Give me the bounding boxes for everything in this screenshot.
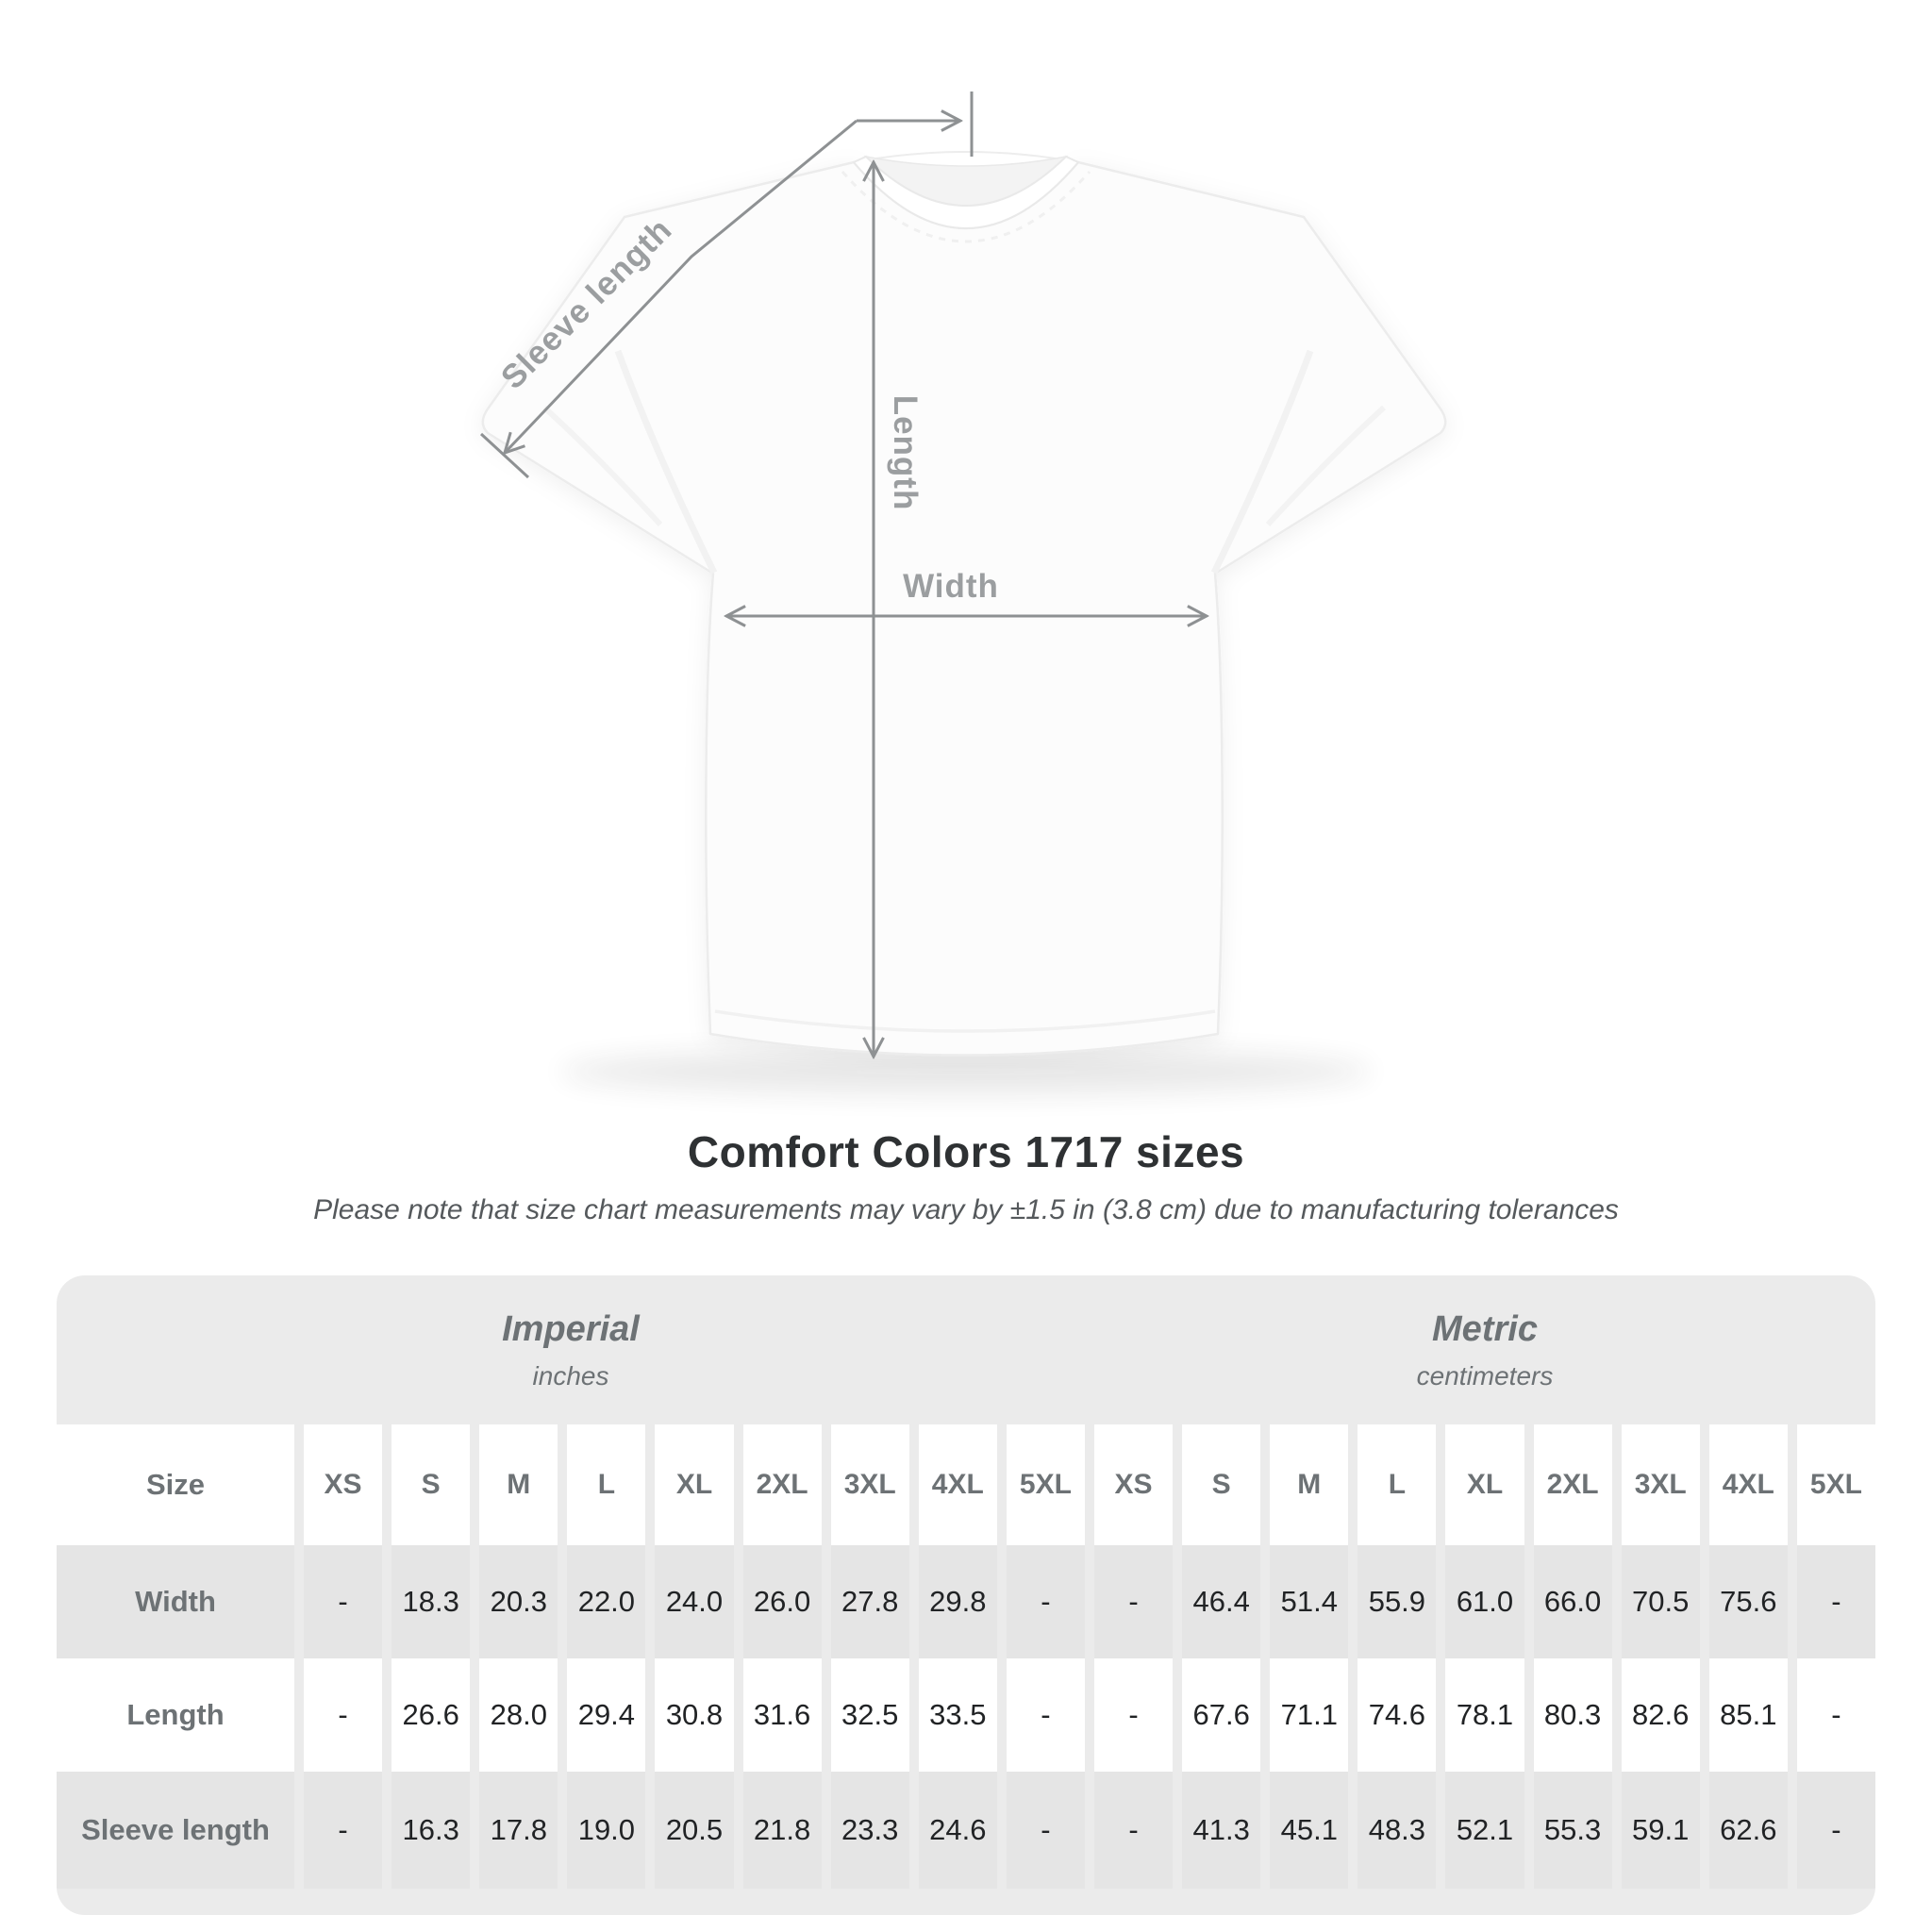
imperial-unit: inches xyxy=(532,1360,609,1391)
length-metric-2xl xyxy=(1534,1658,1612,1772)
length-metric-4xl xyxy=(1709,1658,1788,1772)
size-header-imperial-4xl xyxy=(919,1424,997,1545)
cell-value: 45.1 xyxy=(1280,1813,1338,1846)
length-imperial-5xl xyxy=(1007,1658,1085,1772)
sleeve-metric-xl xyxy=(1445,1772,1524,1889)
size-header-label: 4XL xyxy=(931,1469,984,1500)
sleeve-imperial-s xyxy=(391,1772,470,1889)
size-header-imperial-m xyxy=(479,1424,558,1545)
size-header-label: L xyxy=(1388,1469,1407,1500)
cell-value: 23.3 xyxy=(841,1813,899,1846)
cell-value: - xyxy=(1041,1698,1051,1731)
cell-value: 29.8 xyxy=(929,1585,987,1618)
cell-value: 67.6 xyxy=(1192,1698,1250,1731)
width-metric-s xyxy=(1182,1545,1260,1658)
row-label-sleeve-length xyxy=(57,1772,294,1889)
metric-title: Metric xyxy=(1432,1308,1538,1349)
length-metric-m xyxy=(1270,1658,1348,1772)
cell-value: 21.8 xyxy=(753,1813,811,1846)
length-metric-3xl xyxy=(1622,1658,1700,1772)
width-metric-l xyxy=(1357,1545,1436,1658)
size-header-imperial-5xl xyxy=(1007,1424,1085,1545)
cell-value: 55.3 xyxy=(1543,1813,1602,1846)
metric-unit: centimeters xyxy=(1416,1360,1554,1391)
width-metric-xl xyxy=(1445,1545,1524,1658)
cell-value: - xyxy=(1128,1585,1139,1618)
length-imperial-3xl xyxy=(831,1658,909,1772)
sleeve-metric-4xl xyxy=(1709,1772,1788,1889)
page-subtitle: Please note that size chart measurements may vary by ±1.5 in (3.8 cm) due to manufacturing tolerances xyxy=(313,1194,1619,1225)
sleeve-imperial-3xl xyxy=(831,1772,909,1889)
size-header-metric-2xl xyxy=(1534,1424,1612,1545)
cell-value: 61.0 xyxy=(1456,1585,1514,1618)
size-header-imperial-xl xyxy=(655,1424,733,1545)
length-imperial-xs xyxy=(304,1658,382,1772)
sleeve-metric-l xyxy=(1357,1772,1436,1889)
length-metric-xs xyxy=(1094,1658,1173,1772)
width-imperial-s xyxy=(391,1545,470,1658)
size-header-metric-xl xyxy=(1445,1424,1524,1545)
sleeve-imperial-2xl xyxy=(743,1772,822,1889)
cell-value: 20.3 xyxy=(490,1585,547,1618)
size-header-metric-l xyxy=(1357,1424,1436,1545)
sleeve-imperial-xl xyxy=(655,1772,733,1889)
sleeve-imperial-5xl xyxy=(1007,1772,1085,1889)
size-header-label: 2XL xyxy=(756,1469,808,1500)
cell-value: 27.8 xyxy=(841,1585,899,1618)
sleeve-imperial-l xyxy=(567,1772,645,1889)
cell-value: - xyxy=(1128,1813,1139,1846)
cell-value: - xyxy=(338,1698,348,1731)
cell-value: 16.3 xyxy=(402,1813,459,1846)
cell-value: - xyxy=(338,1813,348,1846)
cell-value: 26.0 xyxy=(753,1585,811,1618)
length-imperial-xl xyxy=(655,1658,733,1772)
width-metric-m xyxy=(1270,1545,1348,1658)
size-header-label: 2XL xyxy=(1546,1469,1599,1500)
size-header-label: 5XL xyxy=(1809,1469,1862,1500)
cell-value: - xyxy=(1831,1585,1841,1618)
row-label: Sleeve length xyxy=(81,1813,270,1846)
sleeve-metric-m xyxy=(1270,1772,1348,1889)
cell-value: 55.9 xyxy=(1368,1585,1426,1618)
length-imperial-4xl xyxy=(919,1658,997,1772)
width-metric-xs xyxy=(1094,1545,1173,1658)
width-imperial-2xl xyxy=(743,1545,822,1658)
length-label: Length xyxy=(887,394,924,511)
cell-value: 74.6 xyxy=(1368,1698,1426,1731)
length-imperial-l xyxy=(567,1658,645,1772)
size-header-imperial-xs xyxy=(304,1424,382,1545)
size-header-label: 3XL xyxy=(1634,1469,1687,1500)
sleeve-imperial-4xl xyxy=(919,1772,997,1889)
cell-value: 28.0 xyxy=(490,1698,547,1731)
size-header-metric-5xl xyxy=(1797,1424,1875,1545)
size-corner-label: Size xyxy=(145,1468,206,1501)
size-table xyxy=(57,1275,1875,1915)
sleeve-metric-xs xyxy=(1094,1772,1173,1889)
length-metric-s xyxy=(1182,1658,1260,1772)
sleeve-metric-5xl xyxy=(1797,1772,1875,1889)
sleeve-metric-s xyxy=(1182,1772,1260,1889)
size-header-metric-m xyxy=(1270,1424,1348,1545)
length-metric-5xl xyxy=(1797,1658,1875,1772)
row-label: Width xyxy=(135,1585,216,1618)
cell-value: - xyxy=(1041,1585,1051,1618)
size-header-label: L xyxy=(597,1469,616,1500)
width-imperial-l xyxy=(567,1545,645,1658)
size-header-imperial-l xyxy=(567,1424,645,1545)
row-label-width xyxy=(57,1545,294,1658)
size-header-metric-4xl xyxy=(1709,1424,1788,1545)
cell-value: 70.5 xyxy=(1632,1585,1690,1618)
sleeve-metric-2xl xyxy=(1534,1772,1612,1889)
cell-value: 78.1 xyxy=(1456,1698,1514,1731)
width-imperial-xl xyxy=(655,1545,733,1658)
cell-value: - xyxy=(1041,1813,1051,1846)
size-header-label: S xyxy=(421,1469,441,1500)
size-header-metric-3xl xyxy=(1622,1424,1700,1545)
width-imperial-xs xyxy=(304,1545,382,1658)
size-header-label: 4XL xyxy=(1722,1469,1774,1500)
width-metric-4xl xyxy=(1709,1545,1788,1658)
size-header-metric-xs xyxy=(1094,1424,1173,1545)
cell-value: - xyxy=(1128,1698,1139,1731)
length-imperial-m xyxy=(479,1658,558,1772)
size-header-label: XS xyxy=(324,1469,362,1500)
page-title: Comfort Colors 1717 sizes xyxy=(687,1127,1245,1176)
cell-value: 46.4 xyxy=(1192,1585,1250,1618)
size-header-label: S xyxy=(1211,1469,1231,1500)
cell-value: 71.1 xyxy=(1280,1698,1338,1731)
tshirt-body xyxy=(483,162,1446,1056)
cell-value: 32.5 xyxy=(841,1698,899,1731)
cell-value: 52.1 xyxy=(1456,1813,1514,1846)
cell-value: 17.8 xyxy=(490,1813,547,1846)
imperial-group-header xyxy=(57,1275,1085,1424)
size-corner-header xyxy=(57,1424,294,1545)
width-label: Width xyxy=(903,568,999,605)
cell-value: 82.6 xyxy=(1632,1698,1690,1731)
cell-value: 22.0 xyxy=(577,1585,636,1618)
width-imperial-3xl xyxy=(831,1545,909,1658)
cell-value: 26.6 xyxy=(402,1698,459,1731)
cell-value: - xyxy=(1831,1698,1841,1731)
size-header-label: 5XL xyxy=(1019,1469,1072,1500)
width-metric-2xl xyxy=(1534,1545,1612,1658)
length-metric-xl xyxy=(1445,1658,1524,1772)
cell-value: 19.0 xyxy=(577,1813,636,1846)
sleeve-length-label: Sleeve length xyxy=(493,210,680,397)
cell-value: 66.0 xyxy=(1543,1585,1602,1618)
cell-value: 75.6 xyxy=(1720,1585,1777,1618)
cell-value: 30.8 xyxy=(665,1698,724,1731)
metric-group-header xyxy=(1094,1275,1875,1424)
imperial-title: Imperial xyxy=(502,1308,640,1349)
cell-value: 24.0 xyxy=(665,1585,724,1618)
width-imperial-5xl xyxy=(1007,1545,1085,1658)
size-header-label: 3XL xyxy=(843,1469,896,1500)
cell-value: 85.1 xyxy=(1720,1698,1777,1731)
sleeve-metric-3xl xyxy=(1622,1772,1700,1889)
row-label-length xyxy=(57,1658,294,1772)
size-header-imperial-2xl xyxy=(743,1424,822,1545)
cell-value: 41.3 xyxy=(1192,1813,1250,1846)
size-header-label: XL xyxy=(675,1469,713,1500)
width-metric-3xl xyxy=(1622,1545,1700,1658)
width-imperial-m xyxy=(479,1545,558,1658)
size-header-imperial-3xl xyxy=(831,1424,909,1545)
heading-block xyxy=(0,1126,1932,1226)
cell-value: 48.3 xyxy=(1368,1813,1426,1846)
size-header-label: XL xyxy=(1466,1469,1504,1500)
cell-value: 62.6 xyxy=(1720,1813,1777,1846)
cell-value: 20.5 xyxy=(665,1813,724,1846)
length-imperial-s xyxy=(391,1658,470,1772)
length-imperial-2xl xyxy=(743,1658,822,1772)
cell-value: 59.1 xyxy=(1632,1813,1690,1846)
cell-value: 18.3 xyxy=(402,1585,459,1618)
length-metric-l xyxy=(1357,1658,1436,1772)
cell-value: 31.6 xyxy=(753,1698,811,1731)
size-header-label: XS xyxy=(1114,1469,1153,1500)
cell-value: - xyxy=(1831,1813,1841,1846)
size-header-imperial-s xyxy=(391,1424,470,1545)
size-header-label: M xyxy=(507,1469,531,1500)
width-metric-5xl xyxy=(1797,1545,1875,1658)
cell-value: 29.4 xyxy=(577,1698,636,1731)
sleeve-imperial-xs xyxy=(304,1772,382,1889)
cell-value: 51.4 xyxy=(1280,1585,1338,1618)
size-header-metric-s xyxy=(1182,1424,1260,1545)
cell-value: - xyxy=(338,1585,348,1618)
cell-value: 33.5 xyxy=(929,1698,987,1731)
size-header-label: M xyxy=(1297,1469,1322,1500)
width-imperial-4xl xyxy=(919,1545,997,1658)
cell-value: 24.6 xyxy=(929,1813,987,1846)
row-label: Length xyxy=(126,1698,225,1731)
cell-value: 80.3 xyxy=(1543,1698,1602,1731)
sleeve-imperial-m xyxy=(479,1772,558,1889)
